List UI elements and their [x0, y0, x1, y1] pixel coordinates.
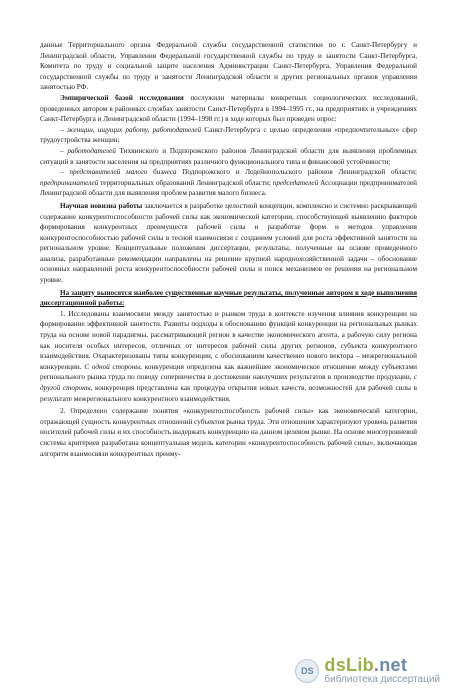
text-run: – [60, 146, 68, 155]
document-body [40, 40, 417, 459]
watermark-text [324, 656, 440, 685]
text-run: Ассоциации предпринимателей Ленинградской области для выявления проблем развития малого бизнеса. [40, 178, 417, 198]
paragraph [40, 93, 417, 125]
watermark-subtitle: библиотека диссертаций [324, 674, 440, 685]
watermark-brand: dsLib.net [324, 655, 408, 675]
text-run: , конкуренция представлена как процедура открытия новых качеств, возможностей для рабочей силы в результате межрегионального конкурентного взаимодействия. [40, 384, 417, 403]
text-run: Подпорожского и Лодейнопольского районов Ленинградской области; [176, 168, 418, 177]
text-run: председателей [272, 178, 319, 187]
paragraph [40, 40, 417, 93]
paragraph [40, 309, 417, 404]
text-run: представителей малого бизнеса [69, 168, 177, 177]
text-run: предпринимателей [40, 178, 99, 187]
paragraph [40, 201, 417, 286]
text-run: С одной стороны [84, 362, 141, 371]
watermark [295, 656, 440, 685]
dslib-logo-icon: DS [295, 659, 319, 683]
text-run: На защиту выносятся наиболее существенные научные результаты, полученные автором в ходе выполнения диссертационной работы: [40, 288, 417, 308]
paragraph [40, 146, 417, 167]
text-run: территориальных образований Ленинградской области; [98, 178, 273, 187]
text-run: послужили материалы конкретных социологических исследований, проведенных автором в районных службах занятости Санкт-Петербурга в 1994–1995 гг., на предприятиях и учреждениях Санкт-Петербурга и Ленинградской области (1994–1998 гг.) в ходе которых был проведен опрос: [40, 93, 418, 124]
text-run: – [60, 168, 70, 177]
text-run: Эмпирической базой исследования [60, 93, 184, 102]
text-run: – [60, 125, 67, 134]
paragraph [40, 406, 417, 459]
text-run: , конкуренция определена как важнейшее экономическое отношение между субъектами регионального рынка труда по поводу соперничества в достижении наилучших результатов в производстве продукции, [40, 362, 417, 382]
text-run: 1. Исследованы взаимосвязи между занятостью и рынком труда в контексте изучения влияния конкуренции на формирование эффективной занятости. Развиты подходы к обоснованию функций конкуренции на региональных рынках труда на основе новой парадигмы, рассматривающей регион в качестве экономического агента, а рабочую силу региона как носителя особых интересов, отличных от интересов рабочей силы других регионов, субъекта конкурентного взаимодействия. Охарактеризованы типы конкуренции, с обоснованием качественно нового вектора – межрегиональной конкуренции. [40, 309, 417, 371]
text-run: Санкт-Петербурга с целью определения «предпочтительных» сфер трудоустройства женщин; [40, 125, 417, 145]
text-run: работодателей [67, 146, 116, 155]
text-run: 2. Определено содержание понятия «конкурентоспособность рабочей силы» как экономической категории, отражающей сущность конкурентных отношений субъектов рынка труда. Эти отношения характеризуют уровень развития носителей рабочей силы и их способность выдержать конкуренцию на данном целевом рынке. На основе многоуровневой системы критериев разработана концептуальная модель категории «конкурентоспособность рабочей силы», включающая алгоритм взаимосвязи конкурентных преиму- [40, 407, 418, 458]
text-run: Научная новизна работы [60, 201, 143, 210]
paragraph [40, 167, 417, 199]
text-run: заключается в разработке целостной концепции, комплексно и системно раскрывающей содержание конкурентоспособности рабочей силы как экономической категории, способствующей выявлению факторов формирования конкурентных преимуществ рабочей силы и разработке форм и методов управления конкурентоспособностью рабочей силы в тесной взаимосвязи с созданием условий для роста эффективной занятости на региональном уровне. Концептуальные положения диссертации, результаты, полученные на основе проведенного анализа, разработанные рекомендации направлены на решение крупной народнохозяйственной задачи – обоснование основных направлений роста конкурентоспособности рабочей силы и поиск механизмов ее решения на региональном уровне. [40, 201, 417, 285]
text-run: с другой стороны [40, 373, 417, 392]
text-run: женщин, ищущих работу, работодателей [66, 125, 202, 134]
paragraph [40, 288, 417, 309]
text-run: данные Территориального органа Федеральной службы государственной статистики по г. Санкт-Петербургу и Ленинградской области, Управления Федеральной государственной службы по труду и занятости Санкт-Петербурга, Комитета по труду и социальной защите населения Администрации Санкт-Петербурга, Управления Федеральной государственной службы по труду и занятости Ленинградской области и других региональных органов управления занятостью РФ. [40, 41, 417, 92]
paragraph [40, 125, 417, 146]
text-run: Тихвинского и Подпорожского районов Ленинградской области для выявления проблемных ситуаций в занятости населения на предприятиях различного функционального типа и финансовой устойчивости; [40, 146, 417, 166]
